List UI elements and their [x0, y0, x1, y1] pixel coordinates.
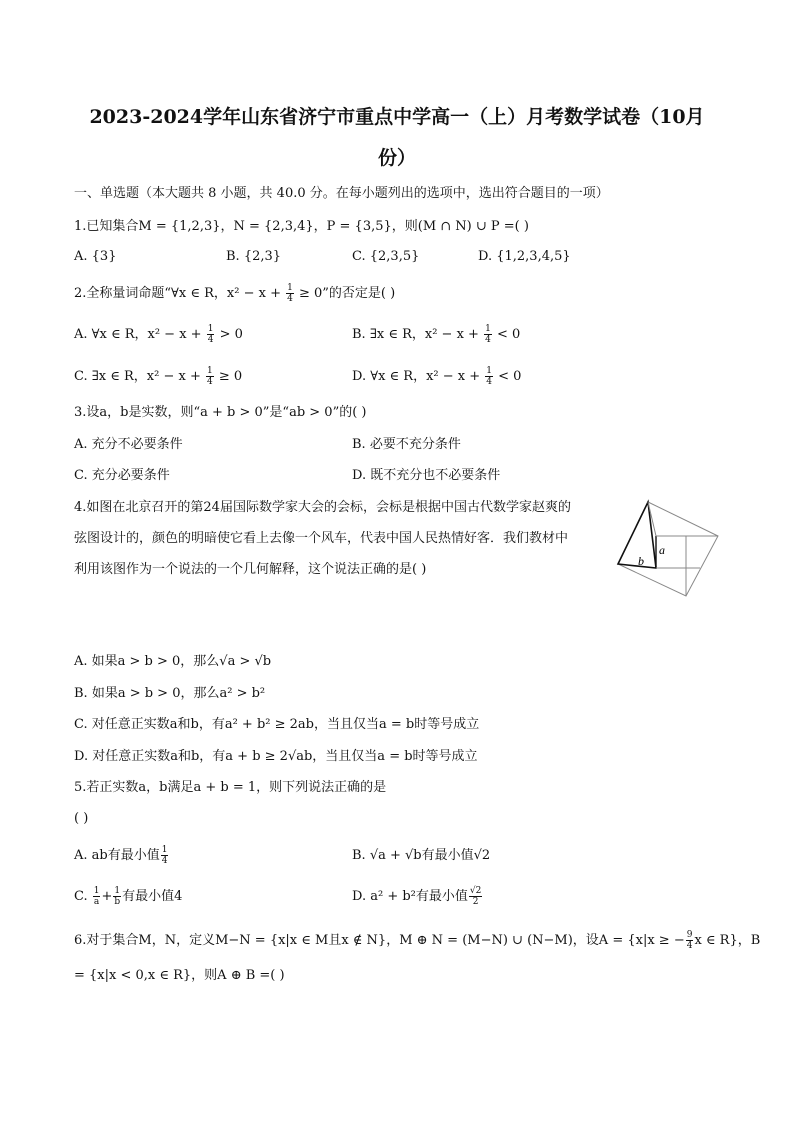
q5-option-d [352, 886, 483, 908]
q2-d-post: < 0 [494, 369, 522, 384]
q4-option-b: B. 如果a > b > 0，那么a² > b² [74, 686, 266, 701]
q2-option-b [352, 324, 520, 346]
fraction-num: 1 [207, 366, 213, 376]
fraction-den: a [93, 897, 100, 907]
q2-stem-pre: 2.全称量词命题“∀x ∈ R，x² − x + [74, 286, 286, 301]
exam-title [60, 97, 734, 179]
fraction [206, 366, 214, 387]
fraction-den: b [114, 897, 121, 907]
q5-option-b: B. √a + √b有最小值√2 [352, 848, 491, 863]
fraction-num: 1 [486, 366, 493, 376]
zhao-shuang-string-diagram [614, 496, 724, 602]
fraction-den: 4 [161, 856, 168, 866]
fraction-num: 1 [114, 886, 121, 896]
fraction [286, 283, 294, 304]
q6-line-2: = {x|x < 0,x ∈ R}，则A ⊕ B =( ) [74, 968, 285, 983]
fraction-den: 4 [207, 335, 214, 345]
fraction [93, 886, 101, 907]
q5-c-pre: C. [74, 889, 92, 904]
q2-option-c [74, 366, 242, 388]
q3-option-a: A. 充分不必要条件 [74, 437, 183, 452]
q1-stem: 1.已知集合M = {1,2,3}，N = {2,3,4}，P = {3,5}，则(M ∩ N) ∪ P =( ) [74, 219, 529, 234]
q2-c-pre: C. ∃x ∈ R，x² − x + [74, 369, 205, 384]
fraction-num: 9 [686, 930, 693, 940]
fraction [485, 366, 493, 387]
q5-c-mid: 有最小值4 [122, 889, 183, 904]
q3-option-c: C. 充分必要条件 [74, 468, 170, 483]
q4-option-a: A. 如果a > b > 0，那么√a > √b [74, 654, 272, 669]
title-line-2: 份） [377, 147, 416, 169]
q2-stem [74, 283, 395, 305]
fraction [207, 324, 215, 345]
fraction-den: 4 [287, 294, 293, 304]
q4-stem-line-1: 4.如图在北京召开的第24届国际数学家大会的会标，会标是根据中国古代数学家赵爽的 [74, 500, 571, 515]
fraction [686, 930, 694, 951]
q2-a-post: > 0 [215, 327, 243, 342]
q2-b-post: < 0 [492, 327, 521, 342]
q2-d-pre: D. ∀x ∈ R，x² − x + [352, 369, 485, 384]
q1-option-b: B. {2,3} [226, 249, 282, 264]
q5-d-pre: D. a² + b²有最小值 [352, 889, 468, 904]
q5-stem: 5.若正实数a，b满足a + b = 1，则下列说法正确的是 [74, 780, 387, 795]
q1-option-c: C. {2,3,5} [352, 249, 420, 264]
q4-option-c: C. 对任意正实数a和b，有a² + b² ≥ 2ab，当且仅当a = b时等号成立 [74, 717, 480, 732]
q1-option-d: D. {1,2,3,4,5} [478, 249, 571, 264]
section-heading: 一、单选题（本大题共 8 小题，共 40.0 分。在每小题列出的选项中，选出符合题目的一项） [74, 186, 609, 201]
q3-option-b: B. 必要不充分条件 [352, 437, 461, 452]
fraction-num: 1 [485, 324, 491, 334]
title-line-1: 2023-2024学年山东省济宁市重点中学高一（上）月考数学试卷（10月 [89, 106, 705, 128]
q4-stem-line-2: 弦图设计的，颜色的明暗使它看上去像一个风车，代表中国人民热情好客．我们教材中 [74, 531, 569, 546]
q5-a-pre: A. ab有最小值 [74, 848, 160, 863]
q6-line-1 [74, 930, 760, 952]
fraction-num: 1 [287, 283, 293, 293]
fraction-den: 2 [472, 897, 479, 907]
q3-option-d: D. 既不充分也不必要条件 [352, 468, 501, 483]
q2-a-pre: A. ∀x ∈ R，x² − x + [74, 327, 206, 342]
fraction [484, 324, 492, 345]
outer-square [618, 502, 718, 596]
label-b: b [638, 554, 644, 568]
fraction-num: 1 [207, 324, 214, 334]
q5-option-c: C. $\frac{1}{a}$ + $\frac{1}{b}$ 有最小值4 [74, 886, 183, 907]
q5-option-a [74, 845, 169, 867]
q2-b-pre: B. ∃x ∈ R，x² − x + [352, 327, 484, 342]
q5-paren: ( ) [74, 811, 89, 826]
fraction [113, 886, 121, 907]
q6-line-1-post: x ∈ R}，B [694, 933, 761, 948]
fraction-num: 1 [161, 845, 168, 855]
q2-c-post: ≥ 0 [214, 369, 243, 384]
fraction-den: 4 [207, 377, 213, 387]
q2-stem-post: ≥ 0”的否定是( ) [294, 286, 396, 301]
q2-option-d [352, 366, 521, 388]
q4-stem-line-3: 利用该图作为一个说法的一个几何解释，这个说法正确的是( ) [74, 562, 427, 577]
label-a: a [659, 543, 665, 557]
fraction [161, 845, 169, 866]
fraction-den: 4 [686, 941, 693, 951]
fraction-num: √2 [469, 886, 482, 896]
q6-line-1-pre: 6.对于集合M，N，定义M−N = {x|x ∈ M且x ∉ N}，M ⊕ N = (M−N) ∪ (N−M)，设A = {x|x ≥ − [74, 933, 685, 948]
q3-stem: 3.设a，b是实数，则“a + b > 0”是“ab > 0”的( ) [74, 405, 367, 420]
fraction [469, 886, 482, 907]
q1-option-a: A. {3} [74, 249, 117, 264]
q4-option-d: D. 对任意正实数a和b，有a + b ≥ 2√ab，当且仅当a = b时等号成立 [74, 749, 478, 764]
q2-option-a [74, 324, 243, 346]
fraction-den: 4 [485, 335, 491, 345]
fraction-num: 1 [93, 886, 100, 896]
fraction-den: 4 [486, 377, 493, 387]
